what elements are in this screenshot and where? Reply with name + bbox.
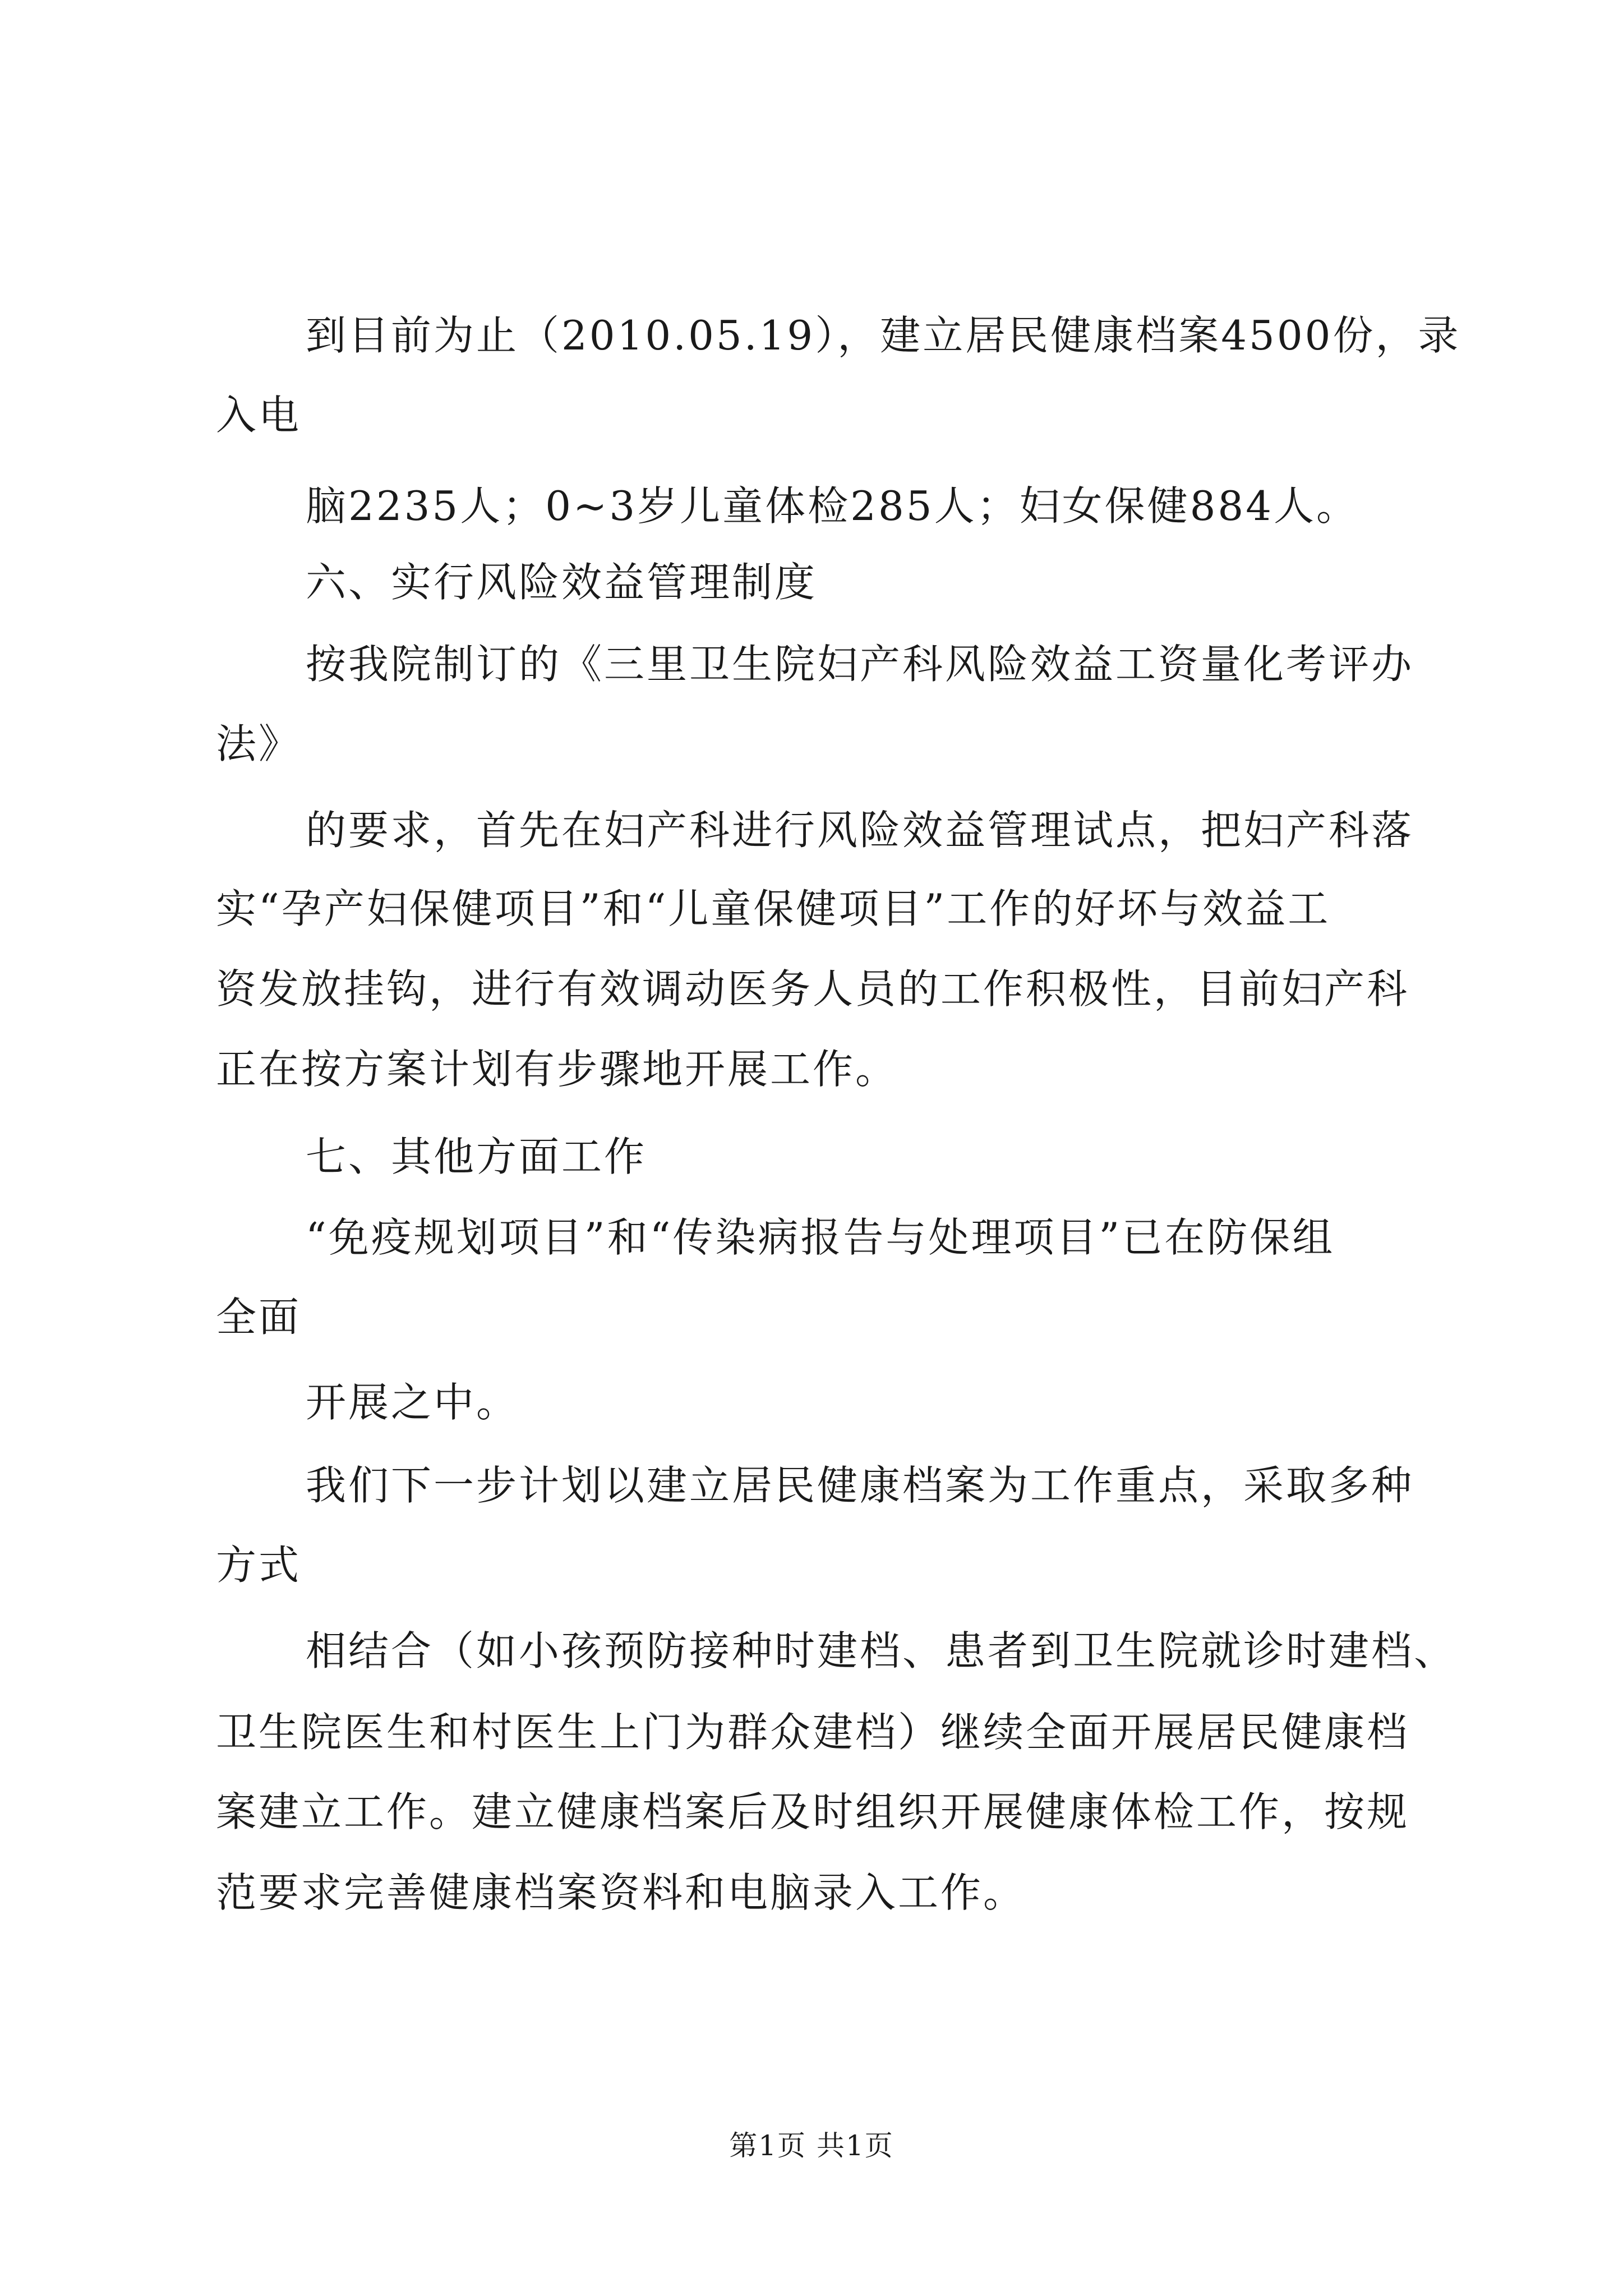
paragraph-line: 实“孕产妇保健项目”和“儿童保健项目”工作的好坏与效益工 [216,885,1331,932]
paragraph-line: 范要求完善健康档案资料和电脑录入工作。 [216,1869,1026,1916]
paragraph-line: 按我院制订的《三里卫生院妇产科风险效益工资量化考评办 [306,641,1414,688]
section-heading: 六、实行风险效益管理制度 [306,559,818,606]
paragraph-line: 我们下一步计划以建立居民健康档案为工作重点，采取多种 [306,1462,1414,1509]
page-footer: 第1页 共1页 [729,2129,894,2162]
paragraph-line: 脑2235人；0~3岁儿童体检285人；妇女保健884人。 [306,482,1359,530]
paragraph-line: 开展之中。 [306,1379,519,1426]
paragraph-line: 正在按方案计划有步骤地开展工作。 [216,1046,898,1093]
paragraph-line: 全面 [216,1294,302,1341]
paragraph-line: 资发放挂钩，进行有效调动医务人员的工作积极性，目前妇产科 [216,965,1410,1013]
paragraph-line: “免疫规划项目”和“传染病报告与处理项目”已在防保组 [306,1214,1335,1261]
section-heading: 七、其他方面工作 [306,1133,647,1180]
paragraph-line: 到目前为止（2010.05.19），建立居民健康档案4500份，录 [306,312,1461,359]
paragraph-line: 的要求，首先在妇产科进行风险效益管理试点，把妇产科落 [306,807,1414,854]
paragraph-line: 方式 [216,1542,302,1589]
paragraph-line: 入电 [216,392,302,439]
paragraph-line: 案建立工作。建立健康档案后及时组织开展健康体检工作，按规 [216,1788,1410,1835]
paragraph-line: 卫生院医生和村医生上门为群众建档）继续全面开展居民健康档 [216,1709,1410,1756]
paragraph-line: 相结合（如小孩预防接种时建档、患者到卫生院就诊时建档、 [306,1627,1457,1674]
paragraph-line: 法》 [216,720,302,767]
